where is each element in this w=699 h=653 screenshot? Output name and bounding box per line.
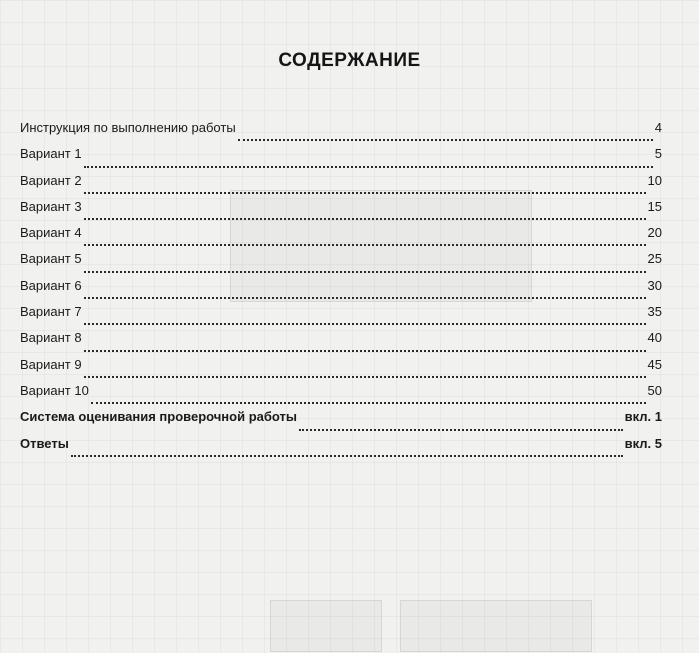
toc-entry bbox=[20, 436, 662, 462]
toc-entry bbox=[20, 278, 662, 304]
dot-leader bbox=[84, 165, 653, 168]
toc-entry bbox=[20, 120, 662, 146]
dot-leader bbox=[84, 375, 646, 378]
toc-entry bbox=[20, 330, 662, 356]
toc-entry-label: Вариант 1 bbox=[20, 146, 82, 162]
dot-leader bbox=[84, 270, 646, 273]
toc-entry-label: Вариант 8 bbox=[20, 330, 82, 346]
dot-leader bbox=[299, 428, 623, 431]
toc-entry-page-number: 50 bbox=[647, 382, 662, 398]
toc-entry bbox=[20, 146, 662, 172]
toc-entry bbox=[20, 409, 662, 435]
dot-leader bbox=[84, 349, 646, 352]
dot-leader bbox=[91, 401, 646, 404]
dot-leader bbox=[84, 217, 646, 220]
toc-entry-page-number: 30 bbox=[647, 277, 662, 293]
dot-leader bbox=[238, 138, 653, 141]
dot-leader bbox=[84, 322, 646, 325]
toc-entry-label: Вариант 3 bbox=[20, 198, 82, 214]
toc-entry bbox=[20, 225, 662, 251]
dot-leader bbox=[84, 243, 646, 246]
toc-entry-page-number: вкл. 1 bbox=[624, 409, 662, 425]
toc-entry bbox=[20, 251, 662, 277]
toc-entry-page-number: 20 bbox=[647, 225, 662, 241]
dot-leader bbox=[84, 296, 646, 299]
toc-entry-page-number: 45 bbox=[647, 356, 662, 372]
bleed-through-figure bbox=[270, 600, 382, 652]
toc-entry-page-number: вкл. 5 bbox=[624, 435, 662, 451]
toc-entry-label: Вариант 10 bbox=[20, 382, 89, 398]
table-of-contents bbox=[20, 120, 662, 462]
toc-entry-page-number: 5 bbox=[654, 146, 662, 162]
toc-entry bbox=[20, 199, 662, 225]
toc-entry-label: Ответы bbox=[20, 435, 69, 451]
toc-entry-label: Вариант 4 bbox=[20, 225, 82, 241]
toc-entry bbox=[20, 173, 662, 199]
toc-entry bbox=[20, 357, 662, 383]
toc-entry-label: Вариант 6 bbox=[20, 277, 82, 293]
toc-entry bbox=[20, 383, 662, 409]
toc-entry-label: Вариант 9 bbox=[20, 356, 82, 372]
toc-entry-page-number: 25 bbox=[647, 251, 662, 267]
dot-leader bbox=[71, 454, 623, 457]
toc-entry-label: Вариант 2 bbox=[20, 172, 82, 188]
dot-leader bbox=[84, 191, 646, 194]
toc-entry-page-number: 15 bbox=[647, 198, 662, 214]
toc-entry-label: Инструкция по выполнению работы bbox=[20, 120, 236, 135]
bleed-through-figure bbox=[400, 600, 592, 652]
toc-entry-page-number: 35 bbox=[647, 304, 662, 320]
toc-entry-label: Система оценивания проверочной работы bbox=[20, 409, 297, 425]
toc-entry bbox=[20, 304, 662, 330]
toc-entry-page-number: 10 bbox=[647, 172, 662, 188]
page-title: СОДЕРЖАНИЕ bbox=[278, 50, 421, 71]
toc-entry-label: Вариант 5 bbox=[20, 251, 82, 267]
toc-entry-label: Вариант 7 bbox=[20, 304, 82, 320]
toc-entry-page-number: 4 bbox=[654, 120, 662, 135]
toc-entry-page-number: 40 bbox=[647, 330, 662, 346]
